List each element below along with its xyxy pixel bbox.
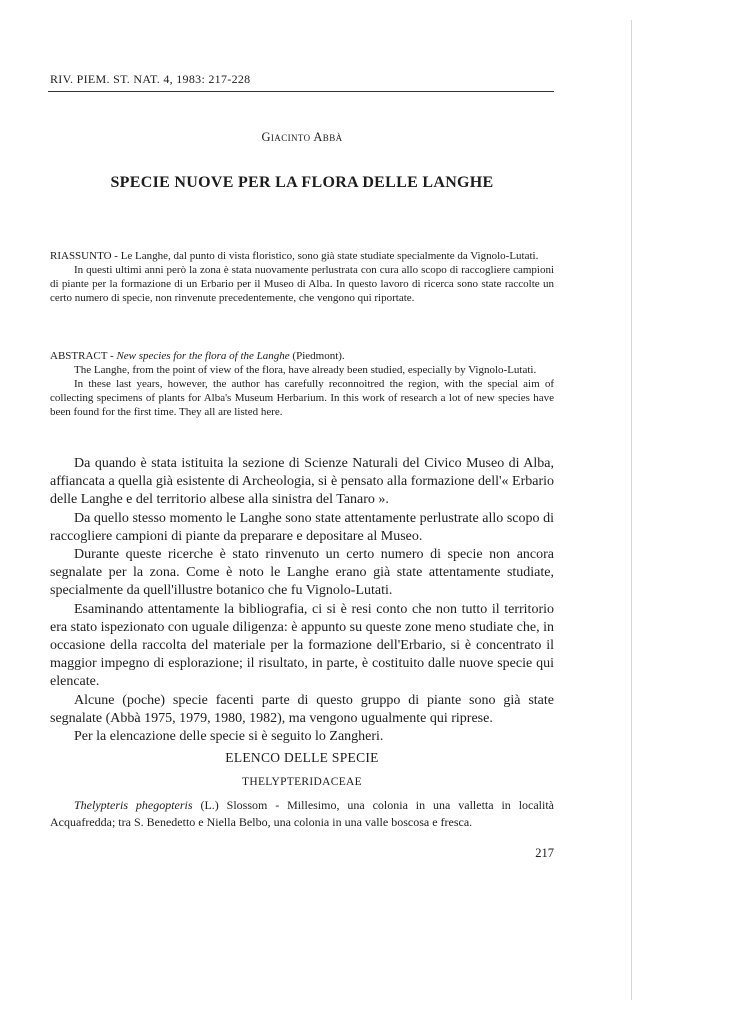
abstract-p1: The Langhe, from the point of view of the flora, have already been studied, especially by Vignolo-Lutati.: [74, 364, 537, 376]
abstract-dash: -: [107, 350, 117, 362]
riassunto-block: [50, 249, 554, 305]
body-paragraph-4: Esaminando attentamente la bibliografia, ci si è resi conto che non tutto il territorio era stato ispezionato con uguale diligenza: è appunto su queste zone meno studiate che, in occasione della raccolta del materiale per la formazione dell'Erbario, si è concentrato il maggior impegno di esplorazione; il risultato, in parte, è costituito dalle nuove specie qui elencate.: [50, 601, 554, 690]
riassunto-p2: In questi ultimi anni però la zona è stata nuovamente perlustrata con cura allo scopo di raccogliere campioni di piante per la formazione di un Erbario per il Museo di Alba. In questo lavoro di ricerca sono state raccolte un certo numero di specie, non rinvenute precedentemente, che vengono qui riportate.: [50, 264, 554, 304]
article-title: SPECIE NUOVE PER LA FLORA DELLE LANGHE: [110, 174, 494, 191]
running-header: RIV. PIEM. ST. NAT. 4, 1983: 217-228: [50, 72, 251, 86]
body-paragraph-5: Alcune (poche) specie facenti parte di questo gruppo di piante sono già state segnalate (Abbà 1975, 1979, 1980, 1982), ma vengono ugualmente qui riprese.: [50, 692, 554, 726]
abstract-place: (Piedmont).: [289, 350, 345, 362]
abstract-block: [50, 349, 554, 419]
body-paragraph-2: Da quello stesso momento le Langhe sono state attentamente perlustrate allo scopo di raccogliere campioni di piante da preparare e depositare al Museo.: [50, 510, 554, 544]
page-number: 217: [535, 846, 554, 860]
abstract-p0: [50, 349, 554, 363]
species-name: Thelypteris phegopteris: [74, 798, 193, 812]
species-entry: [50, 797, 554, 831]
body-paragraph-6: Per la elencazione delle specie si è seguito lo Zangheri.: [74, 729, 384, 745]
body-paragraph-3: Durante queste ricerche è stato rinvenuto un certo numero di specie non ancora segnalate per la zona. Come è noto le Langhe erano già state attentamente studiate, specialmente da quell'illustre botanico che fu Vignolo-Lutati.: [50, 547, 554, 599]
scan-edge-line: [631, 20, 632, 1000]
abstract-label: ABSTRACT: [50, 350, 108, 362]
author-name: Giacinto Abbà: [261, 130, 343, 144]
riassunto-text: - Le Langhe, dal punto di vista floristico, sono già state studiate specialmente da Vignolo-Lutati.: [111, 250, 539, 262]
section-heading: ELENCO DELLE SPECIE: [225, 750, 379, 765]
header-rule: [48, 91, 554, 92]
species-details: (L.) Slossom - Millesimo, una colonia in una valletta in località Acquafredda; tra S. Benedetto e Niella Belbo, una colonia in una valle boscosa e fresca.: [50, 798, 555, 829]
riassunto-p1: [50, 249, 554, 263]
riassunto-label: RIASSUNTO: [50, 250, 112, 262]
body-paragraph-1: Da quando è stata istituita la sezione di Scienze Naturali del Civico Museo di Alba, affiancata a quella già esistente di Archeologia, si è pensato alla formazione dell'« Erbario delle Langhe e del territorio albese alla sinistra del Tanaro ».: [50, 456, 554, 508]
species-entry-text: [50, 797, 554, 831]
abstract-p2: In these last years, however, the author has carefully reconnoitred the region, with the special aim of collecting specimens of plants for Alba's Museum Herbarium. In this work of research a lot of new species have been found for the first time. They all are listed here.: [50, 378, 554, 418]
abstract-title: New species for the flora of the Langhe: [116, 350, 290, 362]
body-text: [50, 455, 554, 746]
family-heading: THELYPTERIDACEAE: [242, 776, 362, 788]
